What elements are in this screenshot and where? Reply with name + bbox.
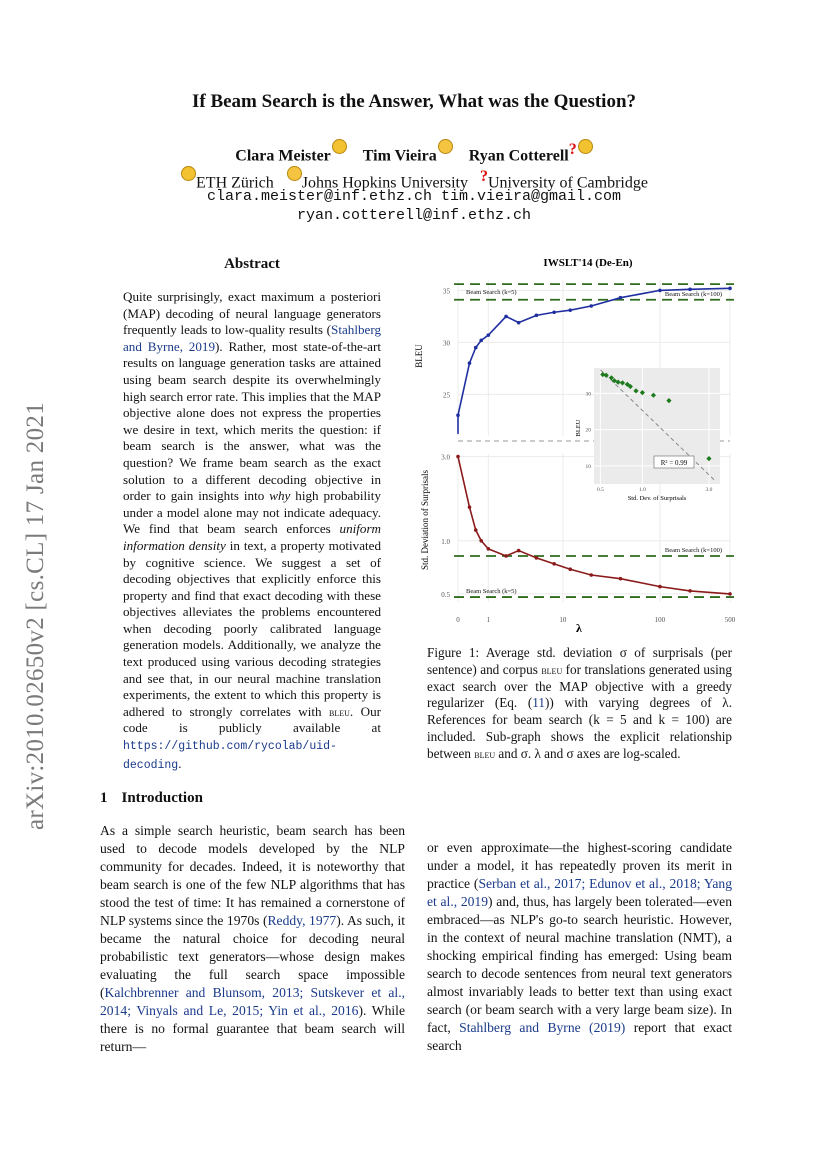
stddev-data-point (535, 556, 539, 560)
reference-label: Beam Search (k=100) (664, 546, 722, 554)
stddev-data-point (517, 549, 521, 553)
y-tick-label: 20 (585, 427, 591, 434)
email-line: ryan.cotterell@inf.ethz.ch (296, 207, 532, 224)
stddev-axis-label: Std. Deviation of Surprisals (420, 470, 430, 570)
x-tick-label: 0.5 (596, 487, 604, 493)
citation-link[interactable]: Stahlberg and Byrne, 2019 (123, 322, 381, 354)
stddev-data-point (589, 573, 593, 577)
bleu-data-point (535, 314, 539, 318)
jhu-emoji-icon (438, 139, 453, 154)
stddev-data-point (479, 539, 483, 543)
stddev-data-point (658, 585, 662, 589)
cambridge-mark-icon: ? (480, 168, 488, 185)
inset-y-label: BLEU (575, 419, 582, 437)
inset-x-label: Std. Dev. of Surprisals (627, 495, 687, 502)
affiliation: Johns Hopkins University (301, 174, 468, 192)
abstract-text: Quite surprisingly, exact maximum a posteriori (MAP) decoding of neural language generators frequently leads to low-quality results (Stahlberg and Byrne, 2019). Rather, most state-of-the-art results on language generation tasks are attained using beam search despite its overwhelmingly high search error rate. This implies that the MAP objective alone does not express the properties we desire in text, which merits the question: if beam search is the answer, what was the question? We frame beam search as the exact solution to a different decoding objective in order to gain insights into why high probability under a model alone may not indicate adequacy. We find that beam search enforces uniform information density in text, a property motivated by cognitive science. We suggest a set of decoding objectives that explicitly enforce this property and find that exact decoding with these objectives alleviates the problems encountered when decoding poorly calibrated language generation models. Additionally, we analyze the text produced using various decoding strategies and see that, in our neural machine translation experiments, the extent to which this property is adhered to strongly correlates with bleu. Our code is publicly available at https://github.com/rycolab/uid-decoding. (123, 289, 381, 772)
y-tick-label: 0.5 (441, 590, 450, 599)
y-tick-label: 1.0 (441, 537, 450, 546)
author-name: Clara Meister (235, 147, 331, 165)
bleu-data-point (658, 289, 662, 293)
lambda-axis-label: λ (576, 621, 582, 635)
bleu-data-point (479, 339, 483, 343)
chart-title: IWSLT'14 (De-En) (543, 257, 633, 269)
author-name: Ryan Cotterell (468, 147, 569, 165)
bleu-data-point (688, 288, 692, 292)
y-tick-label: 35 (443, 287, 450, 296)
bleu-data-point (504, 315, 508, 319)
code-url-link[interactable]: https://github.com/rycolab/uid-decoding (123, 740, 337, 772)
reference-label: Beam Search (k=5) (466, 588, 517, 596)
stddev-data-point (552, 562, 556, 566)
cambridge-mark-icon: ? (568, 141, 577, 158)
reference-label: Beam Search (k=100) (664, 290, 722, 298)
x-tick-label: 500 (724, 616, 736, 624)
author-name: Tim Vieira (362, 147, 437, 165)
stddev-data-point (688, 589, 692, 593)
y-tick-label: 30 (585, 391, 591, 398)
intro-left-column: As a simple search heuristic, beam search has been used to decode models developed by the NLP community for decades. Indeed, it is noteworthy that beam search is one of the few NLP algorithms that has stood the test of time: It has remained a cornerstone of NLP systems since the 1970s (Reddy, 1977). As such, it became the natural choice for decoding neural probabilistic text generators—whose design makes evaluating the full search space impossible (Kalchbrenner and Blunsom, 2013; Sutskever et al., 2014; Vinyals and Le, 2015; Yin et al., 2016). While there is no formal guarantee that beam search will return— (100, 823, 406, 1054)
stddev-data-point (474, 528, 478, 532)
citation-link[interactable]: Kalchbrenner and Blunsom, 2013; Sutskever et al., 2014; Vinyals and Le, 2015; Yin et al., 2016 (100, 985, 405, 1018)
stddev-data-point (456, 455, 460, 459)
x-tick-label: 100 (654, 616, 666, 624)
figure-caption: Figure 1: Average std. deviation σ of surprisals (per sentence) and corpus bleu for translations generated using exact search over the MAP objective with a greedy regularizer (Eq. (11)) with varying degrees of λ. References for beam search (k = 5 and k = 100) are included. Sub-graph shows the explicit relationship between bleu and σ. λ and σ axes are log-scaled. (427, 645, 732, 761)
bleu-data-point (552, 310, 556, 314)
reference-label: Beam Search (k=5) (466, 289, 517, 297)
x-tick-label: 10 (559, 616, 567, 624)
affiliation: ETH Zürich (196, 174, 274, 192)
bleu-data-point (728, 287, 732, 291)
stddev-data-point (619, 577, 623, 581)
x-tick-label: 0 (456, 616, 460, 624)
paper-title: If Beam Search is the Answer, What was the Question? (191, 91, 637, 112)
lambda-axis (456, 616, 736, 624)
intro-right-column: or even approximate—the highest-scoring candidate under a model, it has repeatedly proven its merit in practice (Serban et al., 2017; Edunov et al., 2018; Yang et al., 2019) and, thus, has largely been tolerated—even embraced—as NLP's go-to search heuristic. However, in the context of neural machine translation (NMT), a shocking empirical finding has emerged: Using beam search to decode sentences from neural text generators almost invariably leads to better text than using exact search (or beam search with a very large beam size). In fact, Stahlberg and Byrne (2019) report that exact search (427, 840, 732, 1053)
citation-link[interactable]: Reddy, 1977 (267, 913, 337, 928)
email-line: clara.meister@inf.ethz.ch tim.vieira@gmail.com (206, 188, 622, 205)
affiliation: University of Cambridge (488, 174, 648, 192)
section-heading: 1 Introduction (100, 790, 203, 806)
annotation-label: R² = 0.99 (660, 459, 688, 467)
author-list (100, 139, 728, 165)
swiss-emoji-icon (578, 139, 593, 154)
inset-scatter-panel (575, 368, 720, 502)
swiss-emoji-icon (181, 166, 196, 181)
y-tick-label: 10 (585, 463, 591, 470)
stddev-data-point (568, 567, 572, 571)
stddev-data-point (504, 554, 508, 558)
jhu-emoji-icon (287, 166, 302, 181)
equation-link[interactable]: 11 (532, 695, 545, 711)
stddev-data-point (728, 592, 732, 596)
abstract-heading: Abstract (224, 256, 280, 272)
bleu-axis-label: BLEU (414, 344, 424, 368)
bleu-data-point (474, 346, 478, 350)
bleu-data-point (517, 321, 521, 325)
y-tick-label: 25 (443, 391, 450, 400)
bleu-data-point (619, 296, 623, 300)
stddev-data-point (468, 505, 472, 509)
bleu-data-point (468, 361, 472, 365)
figure-1 (408, 250, 738, 636)
y-tick-label: 30 (443, 339, 450, 348)
x-tick-label: 3.0 (705, 487, 713, 493)
bleu-data-point (589, 304, 593, 308)
x-tick-label: 1 (486, 616, 491, 624)
swiss-emoji-icon (332, 139, 347, 154)
bleu-data-point (487, 333, 491, 337)
bleu-data-point (568, 308, 572, 312)
stddev-data-point (487, 547, 491, 551)
citation-link[interactable]: Serban et al., 2017; Edunov et al., 2018; Yang et al., 2019 (427, 876, 732, 909)
arxiv-stamp: arXiv:2010.02650v2 [cs.CL] 17 Jan 2021 (22, 401, 49, 831)
y-tick-label: 3.0 (441, 453, 450, 462)
x-tick-label: 1.0 (638, 487, 646, 493)
citation-link[interactable]: Stahlberg and Byrne (2019) (459, 1020, 626, 1035)
